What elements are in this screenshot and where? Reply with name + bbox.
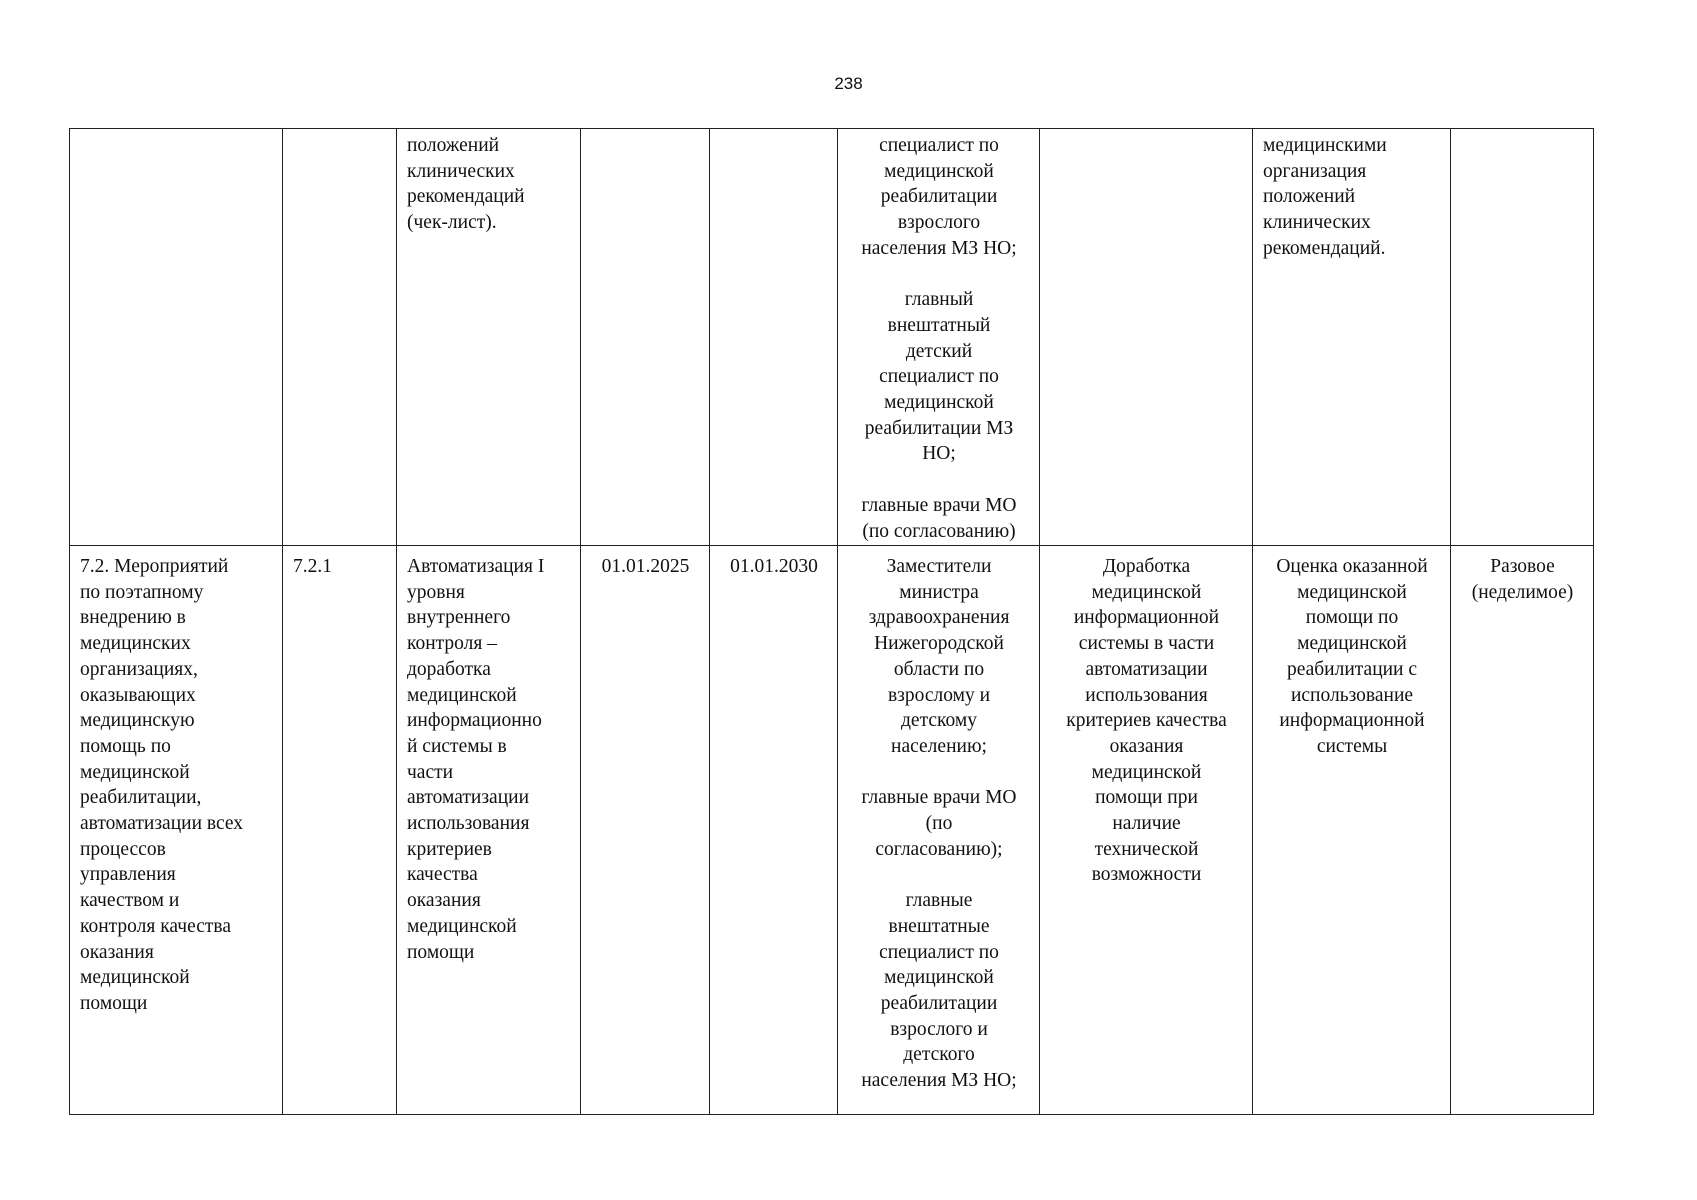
cell-activity-name: 7.2. Мероприятий по поэтапному внедрению в медицинских организациях, оказывающих медицинскую помощь по медицинской реабилитации, автоматизации всех процессов управления качеством и контроля качества оказания медицинской помощи bbox=[70, 546, 283, 1115]
cell-indicator: медицинскими организация положений клинических рекомендаций. bbox=[1253, 129, 1451, 546]
cell-responsible: специалист по медицинской реабилитации взрослого населения МЗ НО; главный внештатный детский специалист по медицинской реабилитации МЗ НО; главные врачи МО (по согласованию) bbox=[838, 129, 1040, 546]
cell-measure-description: положений клинических рекомендаций (чек-лист). bbox=[397, 129, 581, 546]
cell-end-date: 01.01.2030 bbox=[710, 546, 838, 1115]
cell-end-date bbox=[710, 129, 838, 546]
table-row-7-2 bbox=[70, 546, 1594, 1115]
page-number: 238 bbox=[834, 74, 863, 93]
cell-responsible: Заместители министра здравоохранения Нижегородской области по взрослому и детскому населению; главные врачи МО (по согласованию); главные внештатные специалист по медицинской реабилитации взрослого и детского населения МЗ НО; bbox=[838, 546, 1040, 1115]
cell-expected-result: Доработка медицинской информационной системы в части автоматизации использования критериев качества оказания медицинской помощи при наличие технической возможности bbox=[1040, 546, 1253, 1115]
cell-measure-description: Автоматизация I уровня внутреннего контроля – доработка медицинской информационно й системы в части автоматизации использования критериев качества оказания медицинской помощи bbox=[397, 546, 581, 1115]
cell-start-date: 01.01.2025 bbox=[581, 546, 710, 1115]
cell-expected-result bbox=[1040, 129, 1253, 546]
cell-item-number bbox=[283, 129, 397, 546]
cell-activity-name bbox=[70, 129, 283, 546]
cell-start-date bbox=[581, 129, 710, 546]
table-row-continued bbox=[70, 129, 1594, 546]
cell-frequency: Разовое (неделимое) bbox=[1451, 546, 1594, 1115]
activities-table bbox=[69, 128, 1594, 1115]
cell-frequency bbox=[1451, 129, 1594, 546]
cell-item-number: 7.2.1 bbox=[283, 546, 397, 1115]
cell-indicator: Оценка оказанной медицинской помощи по медицинской реабилитации с использование информационной системы bbox=[1253, 546, 1451, 1115]
